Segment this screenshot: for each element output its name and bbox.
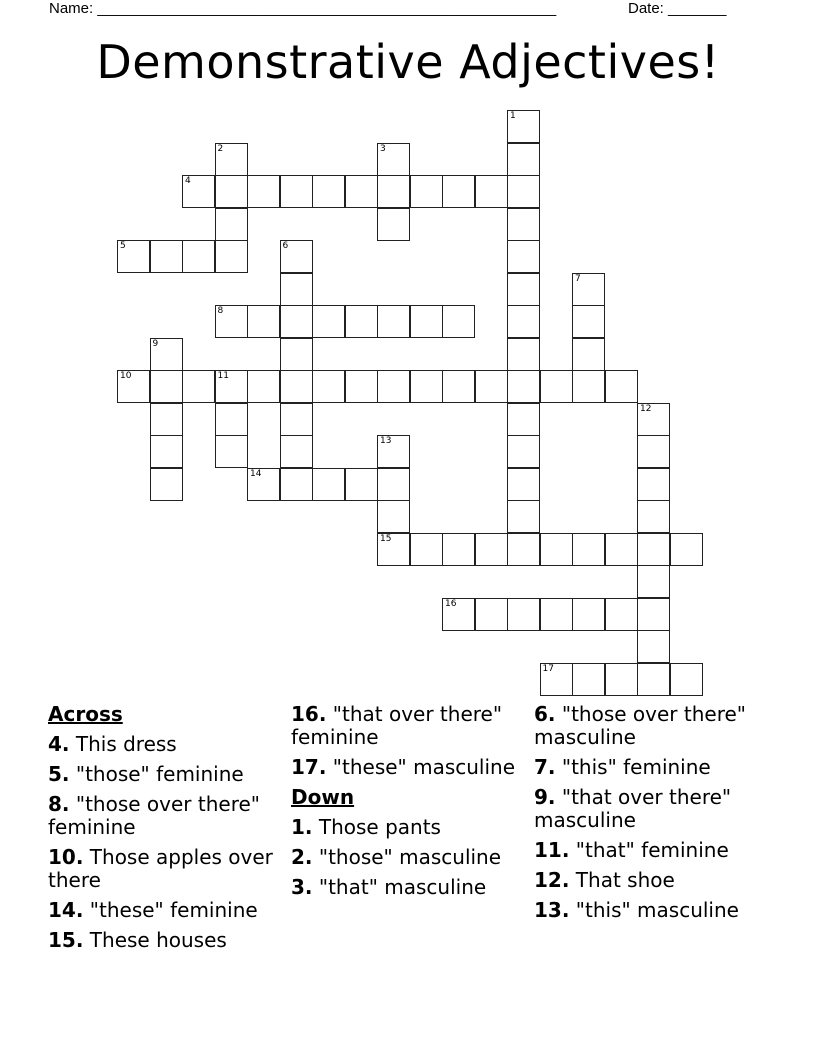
clue-item <box>291 703 523 749</box>
clue-item <box>291 876 523 899</box>
crossword-cell[interactable] <box>215 435 248 468</box>
clue-item <box>48 733 280 756</box>
crossword-cell[interactable] <box>377 143 410 176</box>
clue-item-number: 3. <box>291 875 313 899</box>
crossword-cell[interactable] <box>150 403 183 436</box>
crossword-cell[interactable] <box>280 338 313 371</box>
clue-item-text: "that" masculine <box>312 875 487 899</box>
crossword-cell[interactable] <box>280 468 313 501</box>
clues-column-2 <box>291 703 523 906</box>
crossword-cell[interactable] <box>507 305 540 338</box>
crossword-cell[interactable] <box>540 533 573 566</box>
clue-item-number: 12. <box>534 868 570 892</box>
crossword-cell[interactable] <box>280 370 313 403</box>
clue-number: 9 <box>152 338 159 349</box>
crossword-cell[interactable] <box>377 370 410 403</box>
clue-item <box>48 929 280 952</box>
clue-item-text: "this" feminine <box>555 755 711 779</box>
clue-item-number: 14. <box>48 898 84 922</box>
crossword-cell[interactable] <box>150 468 183 501</box>
clue-item <box>534 786 774 832</box>
crossword-cell[interactable] <box>280 305 313 338</box>
crossword-cell[interactable] <box>215 175 248 208</box>
clue-item-number: 5. <box>48 762 70 786</box>
crossword-cell[interactable] <box>637 598 670 631</box>
crossword-cell[interactable] <box>572 370 605 403</box>
clue-item <box>534 869 774 892</box>
crossword-cell[interactable] <box>247 370 280 403</box>
crossword-cell[interactable] <box>605 533 638 566</box>
crossword-cell[interactable] <box>442 598 475 631</box>
clue-item-text: "that over there" masculine <box>534 785 732 832</box>
clue-item <box>534 839 774 862</box>
clue-number: 5 <box>120 241 126 251</box>
crossword-cell[interactable] <box>117 370 150 403</box>
date-field[interactable]: Date: _______ <box>628 0 727 17</box>
crossword-cell[interactable] <box>377 500 410 533</box>
crossword-cell[interactable] <box>540 663 573 696</box>
crossword-cell[interactable] <box>280 435 313 468</box>
clue-item-number: 7. <box>534 755 556 779</box>
crossword-cell[interactable] <box>215 305 248 338</box>
crossword-cell[interactable] <box>637 565 670 598</box>
crossword-cell[interactable] <box>410 175 443 208</box>
crossword-cell[interactable] <box>312 370 345 403</box>
crossword-cell[interactable] <box>507 468 540 501</box>
crossword-cell[interactable] <box>572 533 605 566</box>
clue-item <box>291 756 523 779</box>
clue-item-text: "this" masculine <box>569 898 739 922</box>
clue-number: 10 <box>120 371 132 381</box>
crossword-cell[interactable] <box>637 468 670 501</box>
crossword-cell[interactable] <box>540 370 573 403</box>
crossword-cell[interactable] <box>507 598 540 631</box>
crossword-cell[interactable] <box>280 240 313 273</box>
crossword-cell[interactable] <box>637 435 670 468</box>
clue-number: 6 <box>282 241 289 251</box>
crossword-cell[interactable] <box>507 273 540 306</box>
crossword-cell[interactable] <box>670 533 703 566</box>
crossword-cell[interactable] <box>215 403 248 436</box>
crossword-cell[interactable] <box>280 273 313 306</box>
crossword-cell[interactable] <box>475 370 508 403</box>
crossword-cell[interactable] <box>377 305 410 338</box>
clue-item <box>534 703 774 749</box>
crossword-cell[interactable] <box>377 208 410 241</box>
across-heading: Across <box>48 702 123 726</box>
crossword-cell[interactable] <box>182 370 215 403</box>
crossword-cell[interactable] <box>572 598 605 631</box>
clue-item <box>291 846 523 869</box>
clue-number: 14 <box>250 468 262 479</box>
clues-column-1 <box>48 703 280 959</box>
crossword-cell[interactable] <box>475 598 508 631</box>
clue-item <box>291 816 523 839</box>
clue-item-number: 11. <box>534 838 570 862</box>
crossword-cell[interactable] <box>377 468 410 501</box>
crossword-cell[interactable] <box>637 630 670 663</box>
crossword-cell[interactable] <box>150 370 183 403</box>
crossword-cell[interactable] <box>507 143 540 176</box>
clue-item <box>48 846 280 892</box>
clue-item-text: "those" masculine <box>312 845 502 869</box>
crossword-cell[interactable] <box>605 370 638 403</box>
clue-item-number: 13. <box>534 898 570 922</box>
crossword-cell[interactable] <box>507 110 540 143</box>
name-field[interactable]: Name: _______________________________________________________ <box>49 0 557 17</box>
crossword-cell[interactable] <box>150 240 183 273</box>
clue-item-number: 15. <box>48 928 84 952</box>
clue-item-number: 10. <box>48 845 84 869</box>
clue-item <box>48 899 280 922</box>
crossword-cell[interactable] <box>637 403 670 436</box>
clue-item-text: Those apples over there <box>48 845 273 892</box>
crossword-cell[interactable] <box>540 598 573 631</box>
crossword-cell[interactable] <box>247 468 280 501</box>
crossword-cell[interactable] <box>507 175 540 208</box>
clue-number: 12 <box>640 403 652 414</box>
crossword-cell[interactable] <box>475 175 508 208</box>
crossword-cell[interactable] <box>247 305 280 338</box>
crossword-cell[interactable] <box>280 403 313 436</box>
clue-number: 16 <box>445 598 457 609</box>
crossword-cell[interactable] <box>345 175 378 208</box>
crossword-cell[interactable] <box>377 533 410 566</box>
clue-item-text: That shoe <box>569 868 675 892</box>
page-title: Demonstrative Adjectives! <box>96 35 720 89</box>
crossword-cell[interactable] <box>280 175 313 208</box>
crossword-cell[interactable] <box>312 468 345 501</box>
crossword-cell[interactable] <box>247 175 280 208</box>
crossword-cell[interactable] <box>215 240 248 273</box>
clue-item-text: Those pants <box>312 815 441 839</box>
crossword-cell[interactable] <box>345 370 378 403</box>
crossword-cell[interactable] <box>312 305 345 338</box>
crossword-cell[interactable] <box>442 370 475 403</box>
crossword-cell[interactable] <box>442 533 475 566</box>
crossword-cell[interactable] <box>507 533 540 566</box>
crossword-cell[interactable] <box>475 533 508 566</box>
crossword-cell[interactable] <box>572 663 605 696</box>
clue-item-number: 8. <box>48 792 70 816</box>
crossword-cell[interactable] <box>215 208 248 241</box>
clue-item-text: "those over there" masculine <box>534 702 746 749</box>
clue-number: 4 <box>185 176 191 186</box>
crossword-cell[interactable] <box>637 500 670 533</box>
crossword-cell[interactable] <box>410 533 443 566</box>
crossword-cell[interactable] <box>507 500 540 533</box>
clue-item <box>48 763 280 786</box>
crossword-cell[interactable] <box>605 598 638 631</box>
clue-item-text: "those" feminine <box>69 762 244 786</box>
clue-number: 2 <box>217 143 224 154</box>
clue-item-number: 17. <box>291 755 327 779</box>
clue-item <box>534 899 774 922</box>
clue-item-text: "those over there" feminine <box>48 792 260 839</box>
crossword-cell[interactable] <box>182 240 215 273</box>
crossword-cell[interactable] <box>215 143 248 176</box>
crossword-cell[interactable] <box>572 273 605 306</box>
crossword-cell[interactable] <box>637 663 670 696</box>
crossword-cell[interactable] <box>150 435 183 468</box>
crossword-cell[interactable] <box>410 305 443 338</box>
crossword-cell[interactable] <box>507 240 540 273</box>
clue-number: 7 <box>575 273 581 284</box>
clue-item-number: 4. <box>48 732 70 756</box>
clue-number: 8 <box>217 306 224 316</box>
clue-item-text: "that over there" feminine <box>291 702 503 749</box>
clue-number: 3 <box>380 143 386 154</box>
crossword-cell[interactable] <box>605 663 638 696</box>
clues-column-3 <box>534 703 774 929</box>
clue-number: 17 <box>542 663 554 674</box>
crossword-cell[interactable] <box>442 175 475 208</box>
clue-item-text: "these" feminine <box>83 898 258 922</box>
crossword-cell[interactable] <box>507 370 540 403</box>
crossword-cell[interactable] <box>150 338 183 371</box>
clue-item-text: These houses <box>83 928 227 952</box>
clue-item-number: 16. <box>291 702 327 726</box>
crossword-cell[interactable] <box>442 305 475 338</box>
clue-number: 15 <box>380 533 392 544</box>
down-heading: Down <box>291 785 355 809</box>
crossword-cell[interactable] <box>312 175 345 208</box>
crossword-cell[interactable] <box>182 175 215 208</box>
clue-number: 11 <box>217 371 229 381</box>
clue-number: 13 <box>380 436 392 446</box>
clue-number: 1 <box>510 111 516 121</box>
crossword-cell[interactable] <box>507 435 540 468</box>
crossword-cell[interactable] <box>507 208 540 241</box>
clue-item <box>534 756 774 779</box>
crossword-cell[interactable] <box>670 663 703 696</box>
clue-item-number: 1. <box>291 815 313 839</box>
crossword-cell[interactable] <box>507 403 540 436</box>
crossword-cell[interactable] <box>345 305 378 338</box>
clue-item <box>48 793 280 839</box>
clue-item-number: 2. <box>291 845 313 869</box>
crossword-cell[interactable] <box>377 435 410 468</box>
clue-item-number: 6. <box>534 702 556 726</box>
crossword-cell[interactable] <box>117 240 150 273</box>
crossword-cell[interactable] <box>507 338 540 371</box>
crossword-cell[interactable] <box>572 338 605 371</box>
clue-item-number: 9. <box>534 785 556 809</box>
crossword-cell[interactable] <box>377 175 410 208</box>
crossword-cell[interactable] <box>215 370 248 403</box>
clue-item-text: "these" masculine <box>326 755 516 779</box>
crossword-cell[interactable] <box>572 305 605 338</box>
clue-item-text: "that" feminine <box>569 838 729 862</box>
crossword-cell[interactable] <box>345 468 378 501</box>
crossword-cell[interactable] <box>637 533 670 566</box>
clue-item-text: This dress <box>69 732 177 756</box>
crossword-cell[interactable] <box>410 370 443 403</box>
